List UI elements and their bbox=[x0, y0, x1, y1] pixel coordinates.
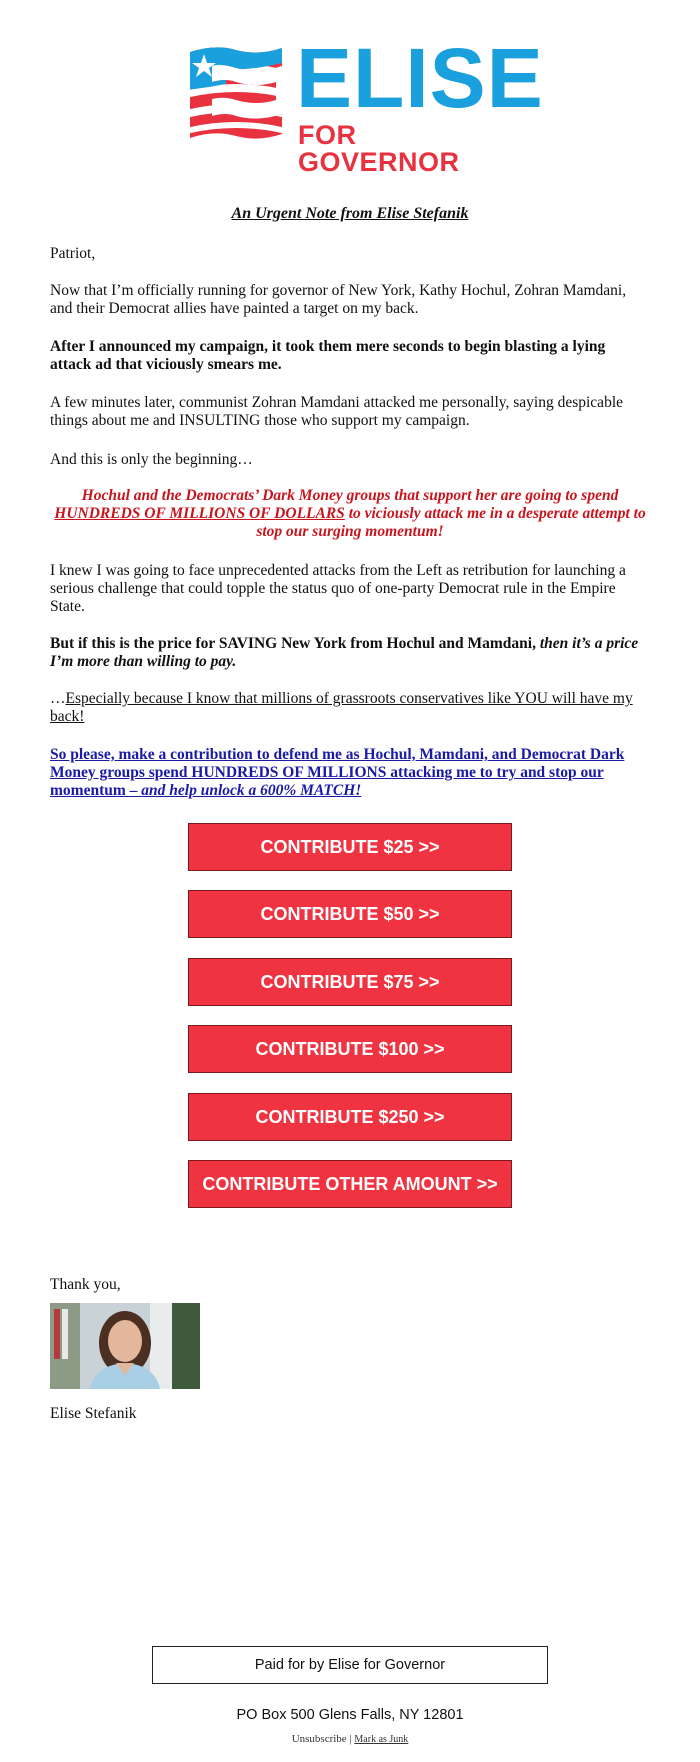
signature-name: Elise Stefanik bbox=[50, 1405, 137, 1422]
callout-text-c: to viciously attack me in a desperate attempt to stop our surging momentum! bbox=[256, 505, 646, 540]
paragraph-2: After I announced my campaign, it took them mere seconds to begin blasting a lying attack ad that viciously smears me. bbox=[50, 338, 606, 373]
paid-for-disclaimer: Paid for by Elise for Governor bbox=[152, 1646, 548, 1684]
contribute-50-button[interactable]: CONTRIBUTE $50 >> bbox=[188, 890, 512, 938]
contribute-25-button[interactable]: CONTRIBUTE $25 >> bbox=[188, 823, 512, 871]
footer-separator: | bbox=[349, 1733, 352, 1745]
paragraph-3: A few minutes later, communist Zohran Mamdani attacked me personally, saying despicable things about me and INSULTING those who support my campaign. bbox=[50, 394, 624, 429]
paragraph-7 bbox=[50, 690, 650, 726]
email-heading: An Urgent Note from Elise Stefanik bbox=[231, 205, 469, 222]
contribute-100-button[interactable]: CONTRIBUTE $100 >> bbox=[188, 1025, 512, 1073]
logo-elise-text: ELISE bbox=[296, 31, 544, 125]
callout-underlined: HUNDREDS OF MILLIONS OF DOLLARS bbox=[54, 505, 345, 522]
mark-as-junk-link[interactable]: Mark as Junk bbox=[354, 1734, 409, 1745]
paragraph-4: And this is only the beginning… bbox=[50, 451, 253, 468]
unsubscribe-row bbox=[0, 1733, 700, 1745]
campaign-logo bbox=[186, 31, 544, 177]
paragraph-1: Now that I’m officially running for governor of New York, Kathy Hochul, Zohran Mamdani, and their Democrat allies have painted a target on my back. bbox=[50, 282, 627, 317]
paragraph-6-main: But if this is the price for SAVING New York from Hochul and Mamdani, bbox=[50, 635, 536, 652]
contribute-link[interactable] bbox=[50, 746, 650, 800]
contribute-75-button[interactable]: CONTRIBUTE $75 >> bbox=[188, 958, 512, 1006]
contribute-250-button[interactable]: CONTRIBUTE $250 >> bbox=[188, 1093, 512, 1141]
paragraph-5: I knew I was going to face unprecedented attacks from the Left as retribution for launching a serious challenge that could topple the status quo of one-party Democrat rule in the Empire State. bbox=[50, 562, 626, 615]
paragraph-6 bbox=[50, 635, 650, 671]
highlight-callout bbox=[50, 487, 650, 541]
paragraph-7-ellipsis: … bbox=[50, 690, 66, 707]
signoff: Thank you, bbox=[50, 1276, 121, 1293]
flag-e-logo-icon bbox=[186, 44, 286, 154]
portrait-image-icon bbox=[50, 1303, 200, 1389]
candidate-photo bbox=[50, 1303, 200, 1389]
contribute-link-match[interactable]: and help unlock a 600% MATCH! bbox=[141, 782, 362, 799]
paragraph-6-italic: then it’s a price I’m more than willing to pay. bbox=[50, 635, 639, 670]
greeting: Patriot, bbox=[50, 245, 96, 262]
contribute-link-text[interactable]: So please, make a contribution to defend me as Hochul, Mamdani, and Democrat Dark Money groups spend HUNDREDS OF MILLIONS attacking me to try and stop our momentum – bbox=[50, 746, 625, 799]
callout-text-a: Hochul and the Democrats’ Dark Money groups that support her are going to spend bbox=[81, 487, 619, 504]
logo-tagline: FOR GOVERNOR bbox=[298, 120, 460, 177]
mailing-address: PO Box 500 Glens Falls, NY 12801 bbox=[236, 1707, 464, 1723]
paragraph-7-underlined: Especially because I know that millions of grassroots conservatives like YOU will have my back! bbox=[50, 690, 633, 725]
contribute-other-button[interactable]: CONTRIBUTE OTHER AMOUNT >> bbox=[188, 1160, 512, 1208]
unsubscribe-link[interactable]: Unsubscribe bbox=[291, 1733, 347, 1745]
